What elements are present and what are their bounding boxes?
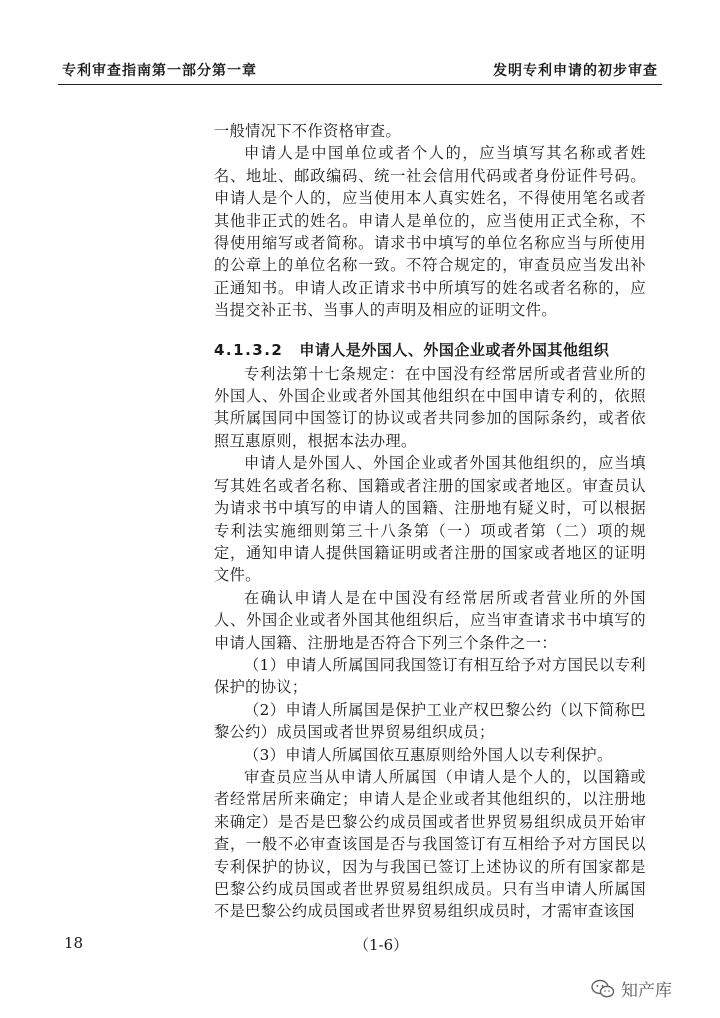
header-chapter-title: 专利审查指南第一部分第一章 (62, 63, 257, 79)
running-header (62, 54, 658, 80)
paragraph-4: 申请人是外国人、外国企业或者外国其他组织的，应当填写其姓名或者名称、国籍或者注册的国家或者地区。审查员认为请求书中填写的申请人的国籍、注册地有疑义时，可以根据专利法实施细则第三十八条第（一）项或者第（二）项的规定，通知申请人提供国籍证明或者注册的国家或者地区的证明文件。 (214, 454, 646, 585)
condition-item-3: （3）申请人所属国依互惠原则给外国人以专利保护。 (244, 745, 613, 764)
paragraph-3: 专利法第十七条规定：在中国没有经常居所或者营业所的外国人、外国企业或者外国其他组织在中国申请专利的，依照其所属国同中国签订的协议或者共同参加的国际条约，或者依照互惠原则，根据本法办理。 (214, 364, 646, 450)
watermark (591, 976, 672, 1001)
condition-item-2: （2）申请人所属国是保护工业产权巴黎公约（以下简称巴黎公约）成员国或者世界贸易组织成员； (214, 700, 646, 742)
paragraph-5: 在确认申请人是在中国没有经常居所或者营业所的外国人、外国企业或者外国其他组织后，应当审查请求书中填写的申请人国籍、注册地是否符合下列三个条件之一： (214, 588, 646, 652)
watermark-text: 知产库 (621, 981, 672, 1001)
wechat-icon (591, 979, 615, 999)
page-body (214, 120, 646, 923)
section-title: 申请人是外国人、外国企业或者外国其他组织 (299, 340, 610, 359)
paragraph-2: 申请人是中国单位或者个人的，应当填写其名称或者姓名、地址、邮政编码、统一社会信用代码或者身份证件号码。申请人是个人的，应当使用本人真实姓名，不得使用笔名或者其他非正式的姓名。申请人是单位的，应当使用正式全称，不得使用缩写或者简称。请求书中填写的单位名称应当与所使用的公章上的单位名称一致。不符合规定的，审查员应当发出补正通知书。申请人改正请求书中所填写的姓名或者名称的，应当提交补正书、当事人的声明及相应的证明文件。 (214, 144, 646, 320)
section-heading (214, 339, 646, 361)
header-rule (58, 84, 662, 85)
section-number: 4.1.3.2 (214, 340, 284, 359)
paragraph-1: 一般情况下不作资格审查。 (214, 122, 402, 140)
page-number: 18 (64, 934, 84, 952)
paragraph-6: 审查员应当从申请人所属国（申请人是个人的，以国籍或者经常居所来确定；申请人是企业或者其他组织的，以注册地来确定）是否是巴黎公约成员国或者世界贸易组织成员开始审查，一般不必审查该国是否与我国签订有互相给予对方国民以专利保护的协议，因为与我国已签订上述协议的所有国家都是巴黎公约成员国或者世界贸易组织成员。只有当申请人所属国不是巴黎公约成员国或者世界贸易组织成员时，才需审查该国 (214, 767, 646, 921)
header-section-title: 发明专利申请的初步审查 (493, 63, 658, 79)
page-code: （1-6） (354, 936, 409, 954)
condition-item-1: （1）申请人所属国同我国签订有相互给予对方国民以专利保护的协议； (214, 655, 646, 697)
